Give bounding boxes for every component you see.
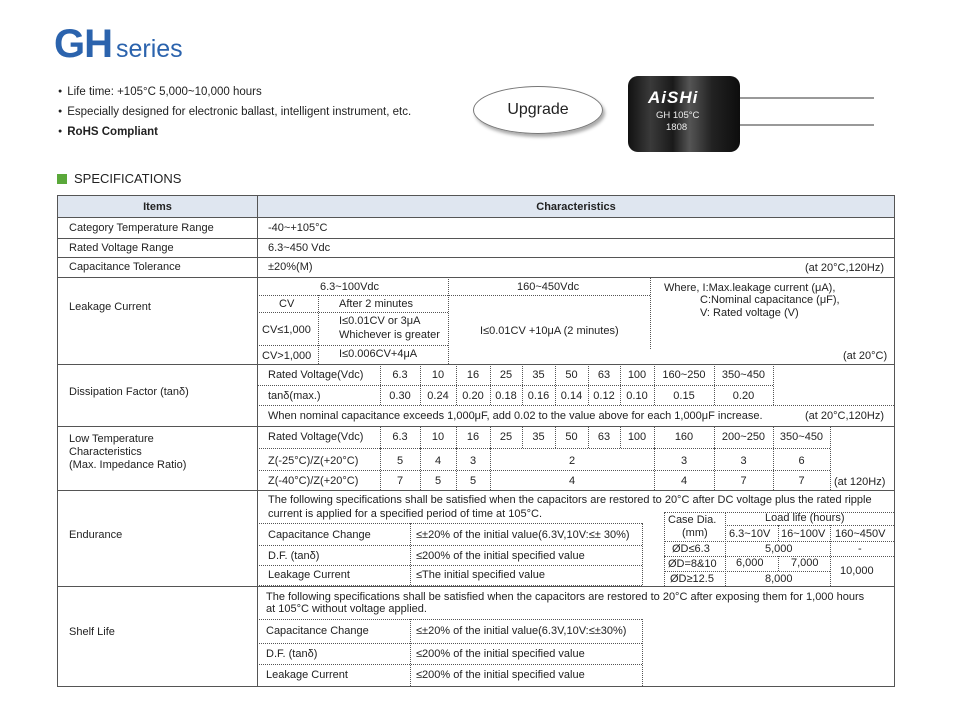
load-value: 10,000 [840, 565, 874, 577]
series-code: GH [54, 22, 112, 66]
df-voltage: 63 [597, 369, 611, 381]
df-value: 0.14 [560, 390, 583, 402]
df-value: 0.18 [495, 390, 517, 402]
df-voltage: 100 [627, 369, 647, 381]
df-value: 0.30 [389, 390, 411, 402]
feature-item: ● RoHS Compliant [58, 122, 411, 142]
leak-where: V: Rated voltage (V) [700, 307, 799, 319]
df-value: 0.16 [527, 390, 550, 402]
item-label: Low Temperature [69, 433, 154, 445]
lt-voltage: 25 [499, 431, 513, 443]
feature-list [58, 82, 411, 142]
item-value: -40~+105°C [268, 222, 328, 234]
leak-header: 6.3~100Vdc [320, 281, 380, 293]
leak-formula: I≤0.006CV+4μA [339, 348, 418, 360]
capacitor-image [628, 76, 740, 152]
item-label: Dissipation Factor (tanδ) [69, 386, 189, 398]
item-label: Endurance [69, 529, 123, 541]
item-label: Characteristics [69, 446, 142, 458]
lt-z1-value: 6 [798, 455, 805, 467]
capacitor-marking: GH 105°C [656, 110, 700, 121]
shelf-value: ≤200% of the initial specified value [416, 648, 585, 660]
item-value: 6.3~450 Vdc [268, 242, 331, 254]
lt-z1-value: 5 [396, 455, 404, 467]
lt-z2-value: 4 [568, 475, 576, 487]
shelf-item: D.F. (tanδ) [266, 648, 318, 660]
df-voltage: 50 [565, 369, 578, 381]
df-voltage: 350~450 [721, 369, 766, 381]
leak-after: After 2 minutes [339, 298, 413, 310]
lt-z2: Z(-40°C)/Z(+20°C) [268, 475, 359, 487]
df-value: 0.12 [593, 390, 615, 402]
case-row: ØD=8&10 [668, 558, 717, 570]
lt-z1: Z(-25°C)/Z(+20°C) [268, 455, 359, 467]
df-value: 0.20 [462, 390, 484, 402]
series-word: series [116, 35, 183, 63]
df-voltage: 16 [466, 369, 480, 381]
lt-z1-value: 2 [568, 455, 576, 467]
item-note: (at 20°C) [843, 350, 888, 362]
lt-z2-value: 7 [798, 475, 805, 487]
lt-voltage: 350~450 [779, 431, 824, 443]
lt-z1-value: 3 [740, 455, 747, 467]
leak-header: 160~450Vdc [517, 281, 580, 293]
leak-where: C:Nominal capacitance (μF), [700, 294, 840, 306]
shelf-value: ≤±20% of the initial value(6.3V,10V:≤±30%) [416, 625, 627, 637]
lt-z2-value: 5 [469, 475, 477, 487]
load-value: - [858, 543, 862, 555]
case-dia: Case Dia. [668, 514, 717, 526]
lt-voltage: 6.3 [392, 431, 408, 443]
header-items: Items [58, 196, 258, 218]
df-voltage: 10 [431, 369, 445, 381]
load-value: 5,000 [765, 543, 793, 555]
endurance-item: Capacitance Change [268, 529, 371, 541]
leak-cv-low: CV≤1,000 [262, 324, 311, 336]
lt-voltage: 100 [627, 431, 647, 443]
feature-item: ● Life time: +105°C 5,000~10,000 hours [58, 82, 411, 102]
shelf-item: Leakage Current [266, 669, 348, 681]
case-mm: (mm) [682, 527, 708, 539]
page-title [54, 22, 183, 67]
lt-z1-value: 4 [434, 455, 442, 467]
shelf-text: The following specifications shall be satisfied when the capacitors are restored to 20°C after exposing them for 1,000 hours [266, 591, 865, 603]
leak-cv: CV [279, 298, 295, 310]
lt-voltage: 63 [597, 431, 611, 443]
item-note: (at 20°C,120Hz) [805, 262, 884, 274]
item-label: (Max. Impedance Ratio) [69, 459, 187, 471]
item-label: Shelf Life [69, 626, 115, 638]
header-characteristics: Characteristics [258, 196, 894, 218]
item-label: Capacitance Tolerance [69, 261, 181, 273]
load-col: 16~100V [781, 528, 826, 540]
df-value: 0.15 [673, 390, 695, 402]
item-note: (at 120Hz) [834, 476, 886, 488]
load-value: 6,000 [736, 557, 764, 569]
lt-z2-value: 7 [396, 475, 404, 487]
lt-z2-value: 7 [740, 475, 747, 487]
lt-voltage: 16 [466, 431, 480, 443]
section-heading: SPECIFICATIONS [57, 171, 181, 186]
capacitor-lead [740, 124, 874, 126]
item-label: Category Temperature Range [69, 222, 214, 234]
item-value: ±20%(M) [268, 261, 313, 273]
leak-cv-high: CV>1,000 [262, 350, 312, 362]
brand-logo: AiSHi [648, 88, 699, 107]
load-value: 7,000 [791, 557, 819, 569]
endurance-value: ≤200% of the initial specified value [416, 550, 585, 562]
item-label: Leakage Current [69, 301, 151, 313]
load-col: 6.3~10V [729, 528, 771, 540]
df-footnote: When nominal capacitance exceeds 1,000μF, add 0.02 to the value above for each 1,000μF increase. [268, 410, 763, 422]
endurance-text: The following specifications shall be satisfied when the capacitors are restored to 20°C after DC voltage plus the rated ripple [268, 494, 872, 506]
green-square-icon [57, 174, 67, 184]
df-value: 0.10 [626, 390, 648, 402]
df-rated-voltage: Rated Voltage(Vdc) [268, 369, 364, 381]
load-value: 8,000 [765, 573, 793, 585]
load-col: 160~450V [835, 528, 886, 540]
case-row: ØD≥12.5 [670, 573, 714, 585]
case-row: ØD≤6.3 [672, 543, 710, 555]
df-voltage: 6.3 [392, 369, 408, 381]
endurance-text: current is applied for a specified period of time at 105°C. [268, 508, 543, 520]
leak-formula: I≤0.01CV +10μA (2 minutes) [480, 325, 619, 337]
df-value: 0.20 [732, 390, 755, 402]
lt-voltage: 160 [674, 431, 694, 443]
endurance-item: D.F. (tanδ) [268, 550, 320, 562]
lt-voltage: 50 [565, 431, 578, 443]
capacitor-marking: 1808 [666, 122, 688, 133]
shelf-text: at 105°C without voltage applied. [266, 603, 427, 615]
df-voltage: 160~250 [662, 369, 706, 381]
df-value: 0.24 [427, 390, 449, 402]
lt-z1-value: 3 [469, 455, 477, 467]
endurance-value: ≤The initial specified value [416, 569, 545, 581]
upgrade-badge: Upgrade [473, 86, 603, 134]
capacitor-lead [740, 97, 874, 99]
lt-z2-value: 5 [434, 475, 442, 487]
lt-voltage: 200~250 [721, 431, 766, 443]
lt-z2-value: 4 [680, 475, 688, 487]
lt-voltage: 10 [431, 431, 445, 443]
leak-formula: I≤0.01CV or 3μA [339, 315, 421, 327]
df-voltage: 25 [499, 369, 513, 381]
leak-formula: Whichever is greater [339, 329, 440, 341]
lt-voltage: 35 [532, 431, 545, 443]
feature-item: ● Especially designed for electronic ballast, intelligent instrument, etc. [58, 102, 411, 122]
shelf-item: Capacitance Change [266, 625, 369, 637]
shelf-value: ≤200% of the initial specified value [416, 669, 585, 681]
endurance-item: Leakage Current [268, 569, 350, 581]
load-life: Load life (hours) [765, 512, 845, 524]
lt-rated-voltage: Rated Voltage(Vdc) [268, 431, 364, 443]
df-voltage: 35 [532, 369, 545, 381]
endurance-value: ≤±20% of the initial value(6.3V,10V:≤± 30%) [416, 529, 630, 541]
df-tan: tanδ(max.) [268, 390, 321, 402]
lt-z1-value: 3 [680, 455, 688, 467]
item-label: Rated Voltage Range [69, 242, 174, 254]
leak-where: Where, I:Max.leakage current (μA), [664, 282, 836, 294]
item-note: (at 20°C,120Hz) [805, 410, 884, 422]
